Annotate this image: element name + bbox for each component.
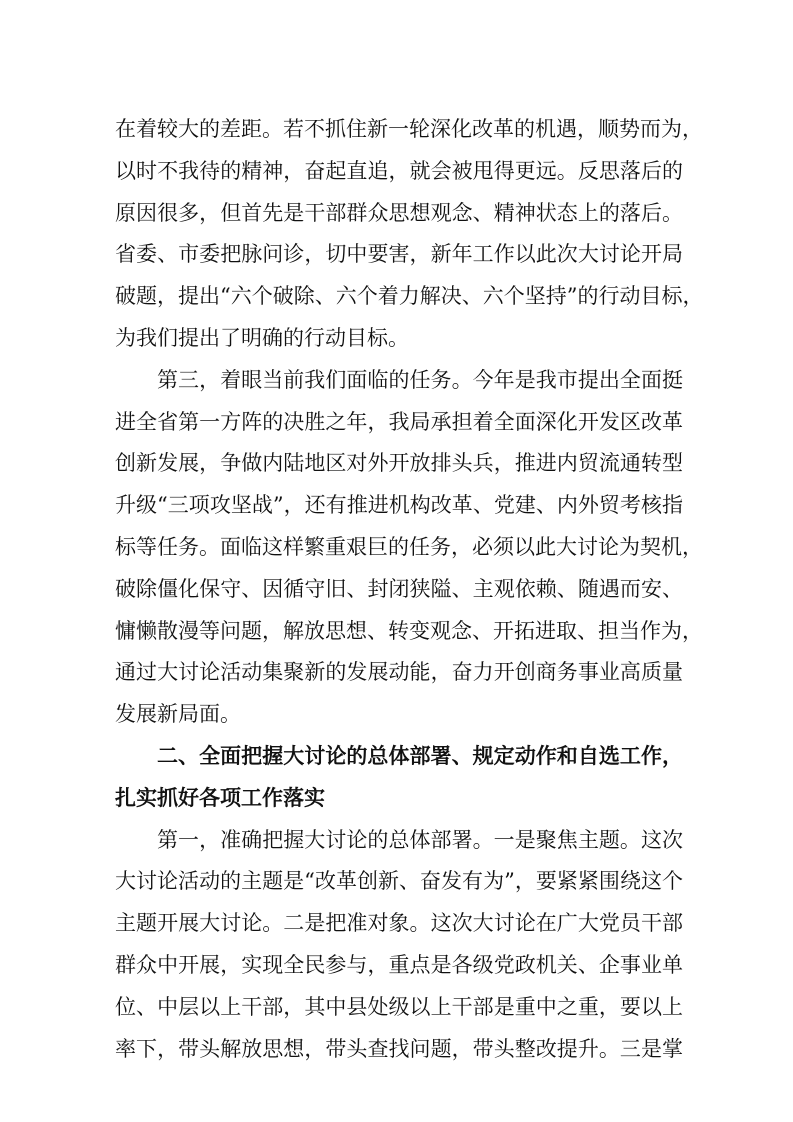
text-line: 破题，提出“六个破除、六个着力解决、六个坚持”的行动目标， bbox=[115, 284, 704, 309]
section-heading bbox=[115, 736, 683, 820]
text-line: 慵懒散漫等问题，解放思想、转变观念、开拓进取、担当作为， bbox=[115, 618, 703, 643]
text-line: 主题开展大讨论。二是把准对象。这次大讨论在广大党员干部 bbox=[115, 911, 683, 936]
text-line: 第一，准确把握大讨论的总体部署。一是聚焦主题。这次 bbox=[157, 827, 683, 852]
text-line: 位、中层以上干部，其中县处级以上干部是重中之重，要以上 bbox=[115, 994, 683, 1019]
text-line: 破除僵化保守、因循守旧、封闭狭隘、主观依赖、随遇而安、 bbox=[115, 576, 683, 601]
text-line: 创新发展，争做内陆地区对外开放排头兵，推进内贸流通转型 bbox=[115, 451, 683, 476]
text-line: 以时不我待的精神，奋起直追，就会被甩得更远。反思落后的 bbox=[115, 158, 683, 183]
heading-line: 扎实抓好各项工作落实 bbox=[115, 785, 325, 810]
text-line: 在着较大的差距。若不抓住新一轮深化改革的机遇，顺势而为， bbox=[115, 117, 703, 141]
text-line: 原因很多，但首先是干部群众思想观念、精神状态上的落后。 bbox=[115, 200, 683, 225]
text-line: 通过大讨论活动集聚新的发展动能，奋力开创商务事业高质量 bbox=[115, 660, 683, 685]
heading-line: 二、全面把握大讨论的总体部署、规定动作和自选工作， bbox=[157, 743, 683, 768]
text-line: 群众中开展，实现全民参与，重点是各级党政机关、企事业单 bbox=[115, 952, 683, 977]
paragraph-1 bbox=[115, 109, 704, 360]
text-line: 省委、市委把脉问诊，切中要害，新年工作以此次大讨论开局 bbox=[115, 242, 683, 267]
paragraph-2 bbox=[115, 360, 703, 736]
document-page bbox=[115, 109, 704, 1070]
text-line: 升级“三项攻坚战”，还有推进机构改革、党建、内外贸考核指 bbox=[115, 493, 683, 518]
text-line: 标等任务。面临这样繁重艰巨的任务，必须以此大讨论为契机， bbox=[115, 534, 703, 559]
text-line: 第三，着眼当前我们面临的任务。今年是我市提出全面挺 bbox=[157, 367, 683, 392]
text-line: 发展新局面。 bbox=[115, 702, 241, 727]
text-line: 进全省第一方阵的决胜之年，我局承担着全面深化开发区改革 bbox=[115, 409, 683, 434]
text-line: 大讨论活动的主题是“改革创新、奋发有为”，要紧紧围绕这个 bbox=[115, 869, 683, 894]
text-line: 率下，带头解放思想，带头查找问题，带头整改提升。三是掌 bbox=[115, 1036, 683, 1061]
paragraph-3 bbox=[115, 820, 683, 1071]
text-line: 为我们提出了明确的行动目标。 bbox=[115, 325, 409, 350]
